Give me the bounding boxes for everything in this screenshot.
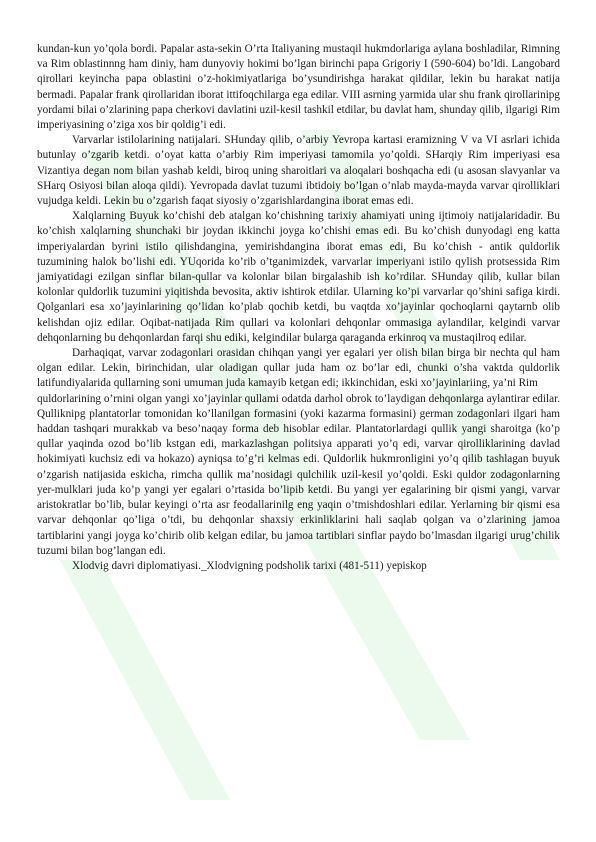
paragraph-1: kundan-kun yo’qola bordi. Papalar asta-sekin O’rta Italiyaning mustaqil hukmdorlariga aylana boshladilar, Rimning va Rim oblastinnng ham diniy, ham dunyoviy hokimi bo’lgan birinchi papa Grigoriy I (590-604) bo’ldi. Langobard qirollari keyincha papa oblastini o’z-hokimiyatlariga bo’ysundirishga harakat qildilar, lekin bu harakat natija bermadi. Papalar frank qirollaridan iborat ittifoqchilarga ega edilar. VIII asrning yarmida ular shu frank qirollarinipg yordami bilai o’zlarining papa cherkovi davlatini uzil-kesil tashkil etdilar, bu davlat ham, shunday qilib, ilgarigi Rim imperiyasining o’ziga xos bir qoldig’i edi. bbox=[37, 43, 560, 132]
paragraph-6: Xlodvig davri diplomatiyasi._Xlodvigning podsholik tarixi (481-511) yepiskop bbox=[72, 559, 427, 572]
paragraph-2: Varvarlar istilolarining natijalari. SHunday qilib, o’arbiy Yevropa kartasi eramizning V va VI asrlari ichida butunlay o’zgarib ketdi. o’oyat katta o’arbiy Rim imperiyasi tamomila yo’qoldi. SHarqiy Rim imperiyasi esa Vizantiya degan nom bilan yashab keldi, biroq uning sharoitlari va aloqalari boshqacha edi (u asosan slavyanlar va SHarq Osiyosi bilan aloqa qildi). Yevropada davlat tuzumi ibtidoiy bo’lgan o’nlab mayda-mayda varvar qirolliklari vujudga keldi. Lekin bu o’zgarish faqat siyosiy o’zgarishlardangina iborat emas edi. bbox=[37, 134, 560, 208]
paragraph-5: quldorlarining o’rnini olgan yangi xo’jayinlar qullami odatda darhol obrok to’laydigan dehqonlarga aylantirar edilar. Qulliknipg plantatorlar tomonidan ko’llanilgan formasini (yoki kazarma formasini) german zodagonlari ilgari ham haddan tashqari murakkab va beso’naqay forma deb hisoblar edilar. Plantatorlardagi qullik yangi sharoitga (ko’p qullar yaqinda ozod bo’lib kstgan edi, markazlashgan politsiya apparati yo’q edi, varvar qirolliklarining davlad hokimiyati kuchsiz edi va hokazo) ayniqsa to’g’ri kelmas edi. Quldorlik hukmronligini yo’q qilib tashlagan buyuk o’zgarish natijasida eskicha, rimcha qullik ma’nosidagi qulchilik uzil-kesil yo’qoldi. Eski quldor zodagonlarning yer-mulklari juda ko’p yangi yer egalari o’rtasida bo’lipib ketdi. Bu yangi yer egalarining bir qismi yangi, varvar aristokratlar bo’lib, bular keyingi o’rta asr feodallarinilg eng yaqin o’tmishdoshlari edilar. Yerlarning bir qismi esa varvar dehqonlar qo’liga o’tdi, bu dehqonlar shaxsiy erkinliklarini hali saqlab qolgan va o’zlarining jamoa tartiblarini yangi joyga ko’chirib olib kelgan edilar, bu jamoa tartiblari sinflar paydo bo’lmasdan ilgarigi urug’chilik tuzumi bilan bog’langan edi. bbox=[37, 392, 560, 557]
document-body bbox=[37, 42, 560, 574]
paragraph-4: Darhaqiqat, varvar zodagonlari orasidan chihqan yangi yer egalari yer olish bilan birga bir nechta qul ham olgan edilar. Lekin, birinchidan, ular oladigan qullar juda ham oz bo’lar edi, chunki o’sha vaktda quldorlik latifundiyalarida qullarning soni umuman juda kamayib ketgan edi; ikkinchidan, eski xo’jayinlariing, ya’ni Rim bbox=[37, 347, 560, 390]
paragraph-3: Xalqlarning Buyuk ko’chishi deb atalgan ko’chishning tarixiy ahamiyati uning ijtimoiy natijalaridadir. Bu ko’chish xalqlarning shunchaki bir joydan ikkinchi joyga ko’chishi emas edi. Bu ko’chish dunyodagi eng katta imperiyalardan byrini istilo qilishdangina, yemirishdangina iborat emas edi, Bu ko’chish - antik quldorlik tuzumining halok bo’lishi edi. YUqorida ko’rib o’tganimizdek, varvarlar imperiyani istilo qylish protsessida Rim jamiyatidagi ezilgan sinflar bilan-qullar va kolonlar bilan birgalashib ish ko’rdilar. SHunday qilib, kullar bilan kolonlar quldorlik tuzumini yiqitishda bevosita, aktiv ishtirok etdilar. Ularning ko’pi varvarlar qo’shini safiga kirdi. Qolganlari esa xo’jayinlarining qo’lidan ko’plab qochib ketdi, bu vaqtda xo’jayinlar qochoqlarni qaytarnb olib kelishdan ojiz edilar. Oqibat-natijada Rim qullari va kolonlari dehqonlar ommasiga aylandilar, kelgindi varvar dehqonlarning bu dehqonlardan farqi shu ediki, kelgindilar bularga qaraganda erkinroq va mustaqilroq edilar. bbox=[37, 210, 560, 344]
